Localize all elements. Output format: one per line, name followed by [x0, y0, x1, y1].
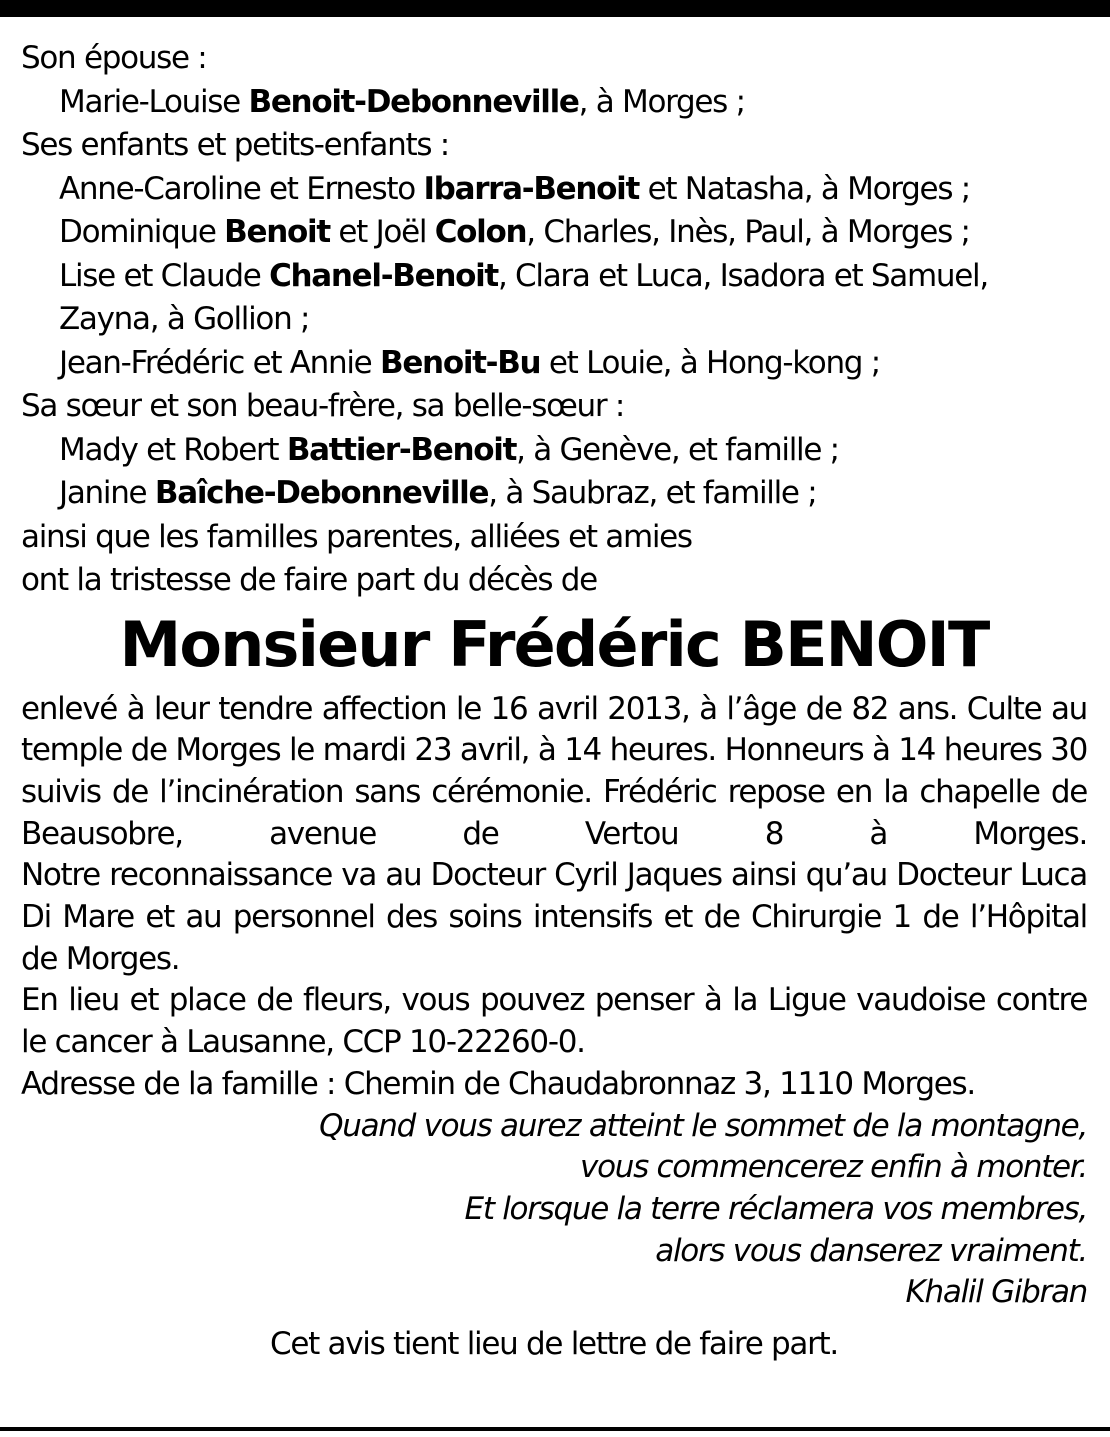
details-block	[21, 689, 1087, 1106]
quote-line: Quand vous aurez atteint le sommet de la montagne,	[319, 1107, 1087, 1144]
family-text: , à Genève, et famille ;	[516, 431, 839, 468]
family-line	[21, 298, 1087, 342]
family-text: , à Saubraz, et famille ;	[488, 475, 817, 511]
family-text: Sa sœur et son beau-frère, sa belle-sœur :	[21, 388, 625, 424]
family-line	[21, 81, 1087, 125]
family-line	[21, 168, 1087, 212]
family-name: Chanel-Benoit	[269, 257, 498, 294]
family-name: Baîche-Debonneville	[154, 475, 489, 511]
family-address: Adresse de la famille : Chemin de Chaudabronnaz 3, 1110 Morges.	[21, 1065, 975, 1102]
family-text: et Natasha, à Morges ;	[639, 170, 970, 207]
family-text: Son épouse :	[21, 40, 207, 76]
family-text: Marie-Louise	[59, 83, 249, 120]
family-text: Lise et Claude	[59, 257, 270, 294]
family-name: Colon	[434, 214, 527, 250]
family-text: Jean-Frédéric et Annie	[59, 344, 380, 381]
family-name: Battier-Benoit	[286, 431, 517, 468]
details-paragraph: enlevé à leur tendre affection le 16 avril 2013, à l’âge de 82 ans. Culte au temple de Morges le mardi 23 avril, à 14 heures. Honneurs à 14 heures 30 suivis de l’incinération sans cérémonie. Frédéric repose en la chapelle de Beausobre, avenue de Vertou 8 à Morges.	[21, 690, 1087, 852]
family-line	[21, 255, 1087, 299]
quote-block	[21, 1106, 1087, 1315]
deceased-name: Monsieur Frédéric BENOIT	[119, 607, 989, 681]
thanks-paragraph: Notre reconnaissance va au Docteur Cyril Jaques ainsi qu’au Docteur Luca Di Mare et au personnel des soins intensifs et de Chirurgie 1 de l’Hôpital de Morges.	[21, 857, 1087, 977]
family-text: ainsi que les familles parentes, alliées et amies	[21, 518, 692, 555]
quote-line: Et lorsque la terre réclamera vos membres,	[464, 1190, 1087, 1227]
family-text: Anne-Caroline et Ernesto	[59, 170, 424, 207]
family-line	[21, 37, 1087, 81]
footer-note: Cet avis tient lieu de lettre de faire part.	[270, 1326, 838, 1363]
family-text: Ses enfants et petits-enfants :	[21, 127, 449, 163]
family-text: et Louie, à Hong-kong ;	[540, 344, 880, 381]
family-text: ont la tristesse de faire part du décès de	[21, 562, 597, 598]
family-text: , Charles, Inès, Paul, à Morges ;	[526, 214, 970, 250]
family-text: Janine	[59, 475, 155, 511]
top-rule	[0, 0, 1110, 17]
family-line	[21, 342, 1087, 386]
family-name: Benoit-Debonneville	[248, 83, 579, 120]
quote-line: vous commencerez enfin à monter.	[580, 1149, 1087, 1186]
family-list	[21, 37, 1087, 603]
family-name: Benoit	[224, 214, 330, 250]
bottom-rule	[0, 1427, 1110, 1431]
family-text: Dominique	[59, 214, 225, 250]
family-name: Ibarra-Benoit	[423, 170, 640, 207]
family-text: , Clara et Luca, Isadora et Samuel,	[497, 257, 988, 294]
quote-author: Khalil Gibran	[905, 1274, 1087, 1311]
family-text: Mady et Robert	[59, 431, 287, 468]
family-line	[21, 429, 1087, 473]
family-text: Zayna, à Gollion ;	[59, 301, 310, 337]
donation-paragraph: En lieu et place de fleurs, vous pouvez penser à la Ligue vaudoise contre le cancer à Lausanne, CCP 10-22260-0.	[21, 982, 1087, 1061]
family-line	[21, 559, 1087, 603]
family-text: , à Morges ;	[578, 83, 745, 120]
family-text: et Joël	[329, 214, 435, 250]
family-line	[21, 124, 1087, 168]
family-line	[21, 472, 1087, 516]
quote-line: alors vous danserez vraiment.	[655, 1232, 1087, 1269]
family-line	[21, 385, 1087, 429]
family-line	[21, 211, 1087, 255]
family-name: Benoit-Bu	[380, 344, 541, 381]
family-line	[21, 516, 1087, 560]
obituary-notice	[21, 37, 1087, 1366]
